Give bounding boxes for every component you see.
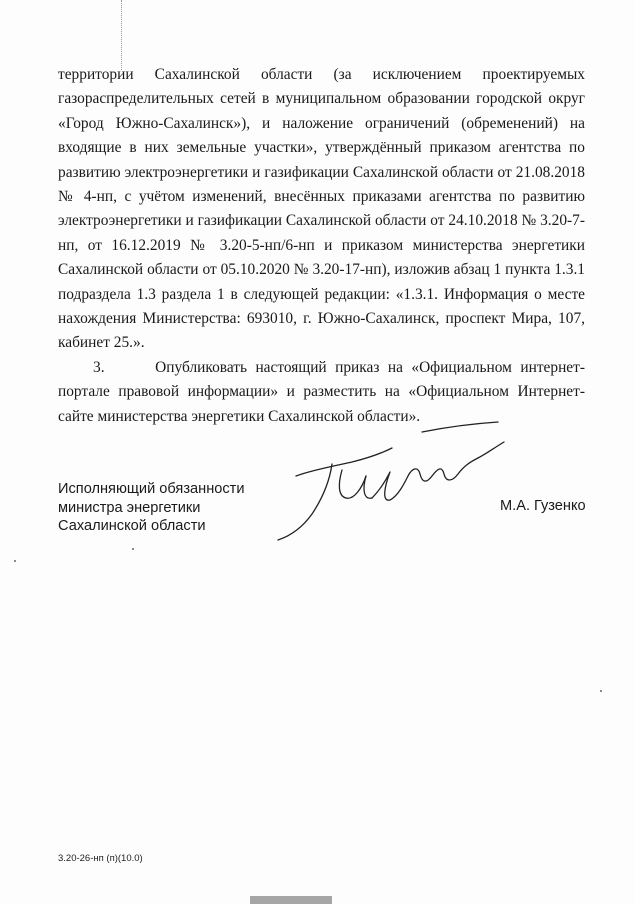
document-code: 3.20-26-нп (п)(10.0): [58, 853, 143, 864]
scan-fold-mark: [121, 0, 123, 70]
signer-title-line: министра энергетики: [58, 499, 201, 516]
signer-title-line: Исполняющий обязанности: [58, 481, 245, 497]
scan-speck: [600, 690, 602, 692]
signer-name: М.А. Гузенко: [500, 498, 586, 514]
scan-speck: [132, 548, 134, 550]
handwritten-signature: [272, 418, 512, 543]
scan-artifact: [250, 896, 332, 904]
signer-title: [58, 480, 245, 536]
scan-speck: [14, 560, 16, 562]
paragraph-3: 3. Опубликовать настоящий приказ на «Официальном интернет-портале правовой информации» и разместить на «Официальном Интернет-сайте министерства энергетики Сахалинской области».: [58, 358, 585, 425]
document-body: [58, 63, 585, 429]
paragraph-continued: территории Сахалинской области (за исключением проектируемых газораспределительных сетей в муниципальном образовании городской округ «Город Южно-Сахалинск»), и наложение ограничений (обременений) на входящие в них земельные участки», утверждённый приказом агентства по развитию электроэнергетики и газификации Сахалинской области от 21.08.2018 № 4-нп, с учётом изменений, внесённых приказами агентства по развитию электроэнергетики и газификации Сахалинской области от 24.10.2018 № 3.20-7-нп, от 16.12.2019 № 3.20-5-нп/6-нп и приказом министерства энергетики Сахалинской области от 05.10.2020 № 3.20-17-нп), изложив абзац 1 пункта 1.3.1 подраздела 1.3 раздела 1 в следующей редакции: «1.3.1. Информация о месте нахождения Министерства: 693010, г. Южно-Сахалинск, проспект Мира, 107, кабинет 25.».: [58, 66, 585, 352]
signer-title-line: Сахалинской области: [58, 518, 206, 534]
